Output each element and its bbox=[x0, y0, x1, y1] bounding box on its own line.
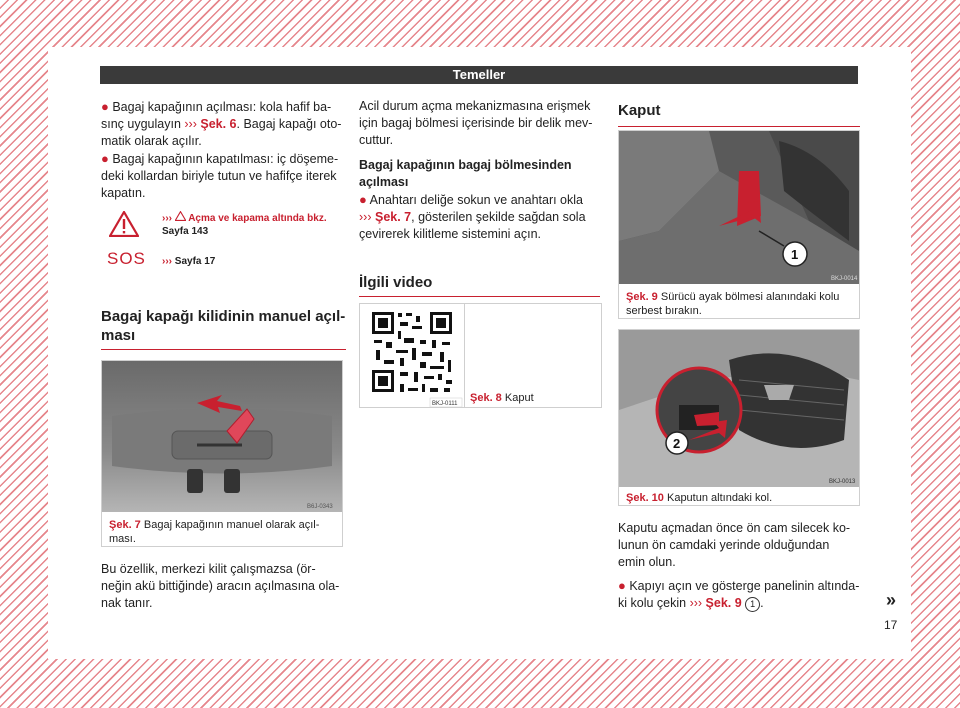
callout-badge: 1 bbox=[745, 597, 760, 612]
fig8-label: Şek. 8 bbox=[470, 392, 502, 404]
text-line: ki kolu çekin bbox=[618, 596, 690, 610]
middle-column bbox=[359, 98, 604, 243]
bullet-closing bbox=[101, 150, 346, 202]
left-column bbox=[101, 98, 346, 202]
text-line: Bagaj kapağının bagaj bölmesinden bbox=[359, 158, 572, 172]
text-line: açılması bbox=[359, 175, 409, 189]
fig10-label: Şek. 10 bbox=[626, 492, 664, 504]
caption-line: serbest bırakın. bbox=[626, 305, 702, 317]
fig10-code: BKJ-0013 bbox=[829, 479, 856, 485]
fig8-caption bbox=[470, 391, 534, 405]
bullet-dot: ● bbox=[359, 192, 367, 207]
text-line: neğin akü bittiğinde) aracın açılmasına ola- bbox=[101, 579, 340, 593]
video-section bbox=[359, 273, 600, 297]
fig8-code: BKJ-0111 bbox=[432, 401, 458, 407]
text-line: Kaputu açmadan önce ön cam silecek ko- bbox=[618, 521, 851, 535]
figure-7 bbox=[101, 360, 343, 547]
fig9-caption bbox=[626, 290, 854, 318]
text-line: lunun ön camdaki yerinde olduğundan bbox=[618, 538, 830, 552]
callout-1: 1 bbox=[791, 247, 799, 262]
text-line: için bagaj bölmesi içerisinde bir delik mev- bbox=[359, 116, 593, 130]
hood-lever-image bbox=[619, 330, 859, 487]
continue-mark: » bbox=[886, 590, 897, 610]
caption-text: Kaput bbox=[504, 392, 534, 404]
warning-box bbox=[101, 199, 346, 283]
footwell-release-image bbox=[619, 131, 859, 284]
text-line: Anahtarı deliğe sokun ve anahtarı okla bbox=[369, 193, 583, 207]
section-separator bbox=[101, 349, 346, 350]
text-line: Kapıyı açın ve gösterge panelinin altında- bbox=[629, 579, 860, 593]
bullet-opening bbox=[101, 98, 346, 150]
figure-8 bbox=[359, 303, 602, 408]
section-manual-unlock bbox=[101, 307, 346, 350]
fig7-caption bbox=[109, 518, 337, 546]
small-warning-icon bbox=[175, 211, 186, 221]
qr-code-image[interactable] bbox=[360, 304, 464, 407]
fig9-link[interactable]: Şek. 9 bbox=[705, 596, 742, 610]
sos-label: SOS bbox=[107, 249, 146, 268]
subheading bbox=[359, 157, 604, 191]
warning-page: Sayfa 143 bbox=[162, 226, 209, 237]
warning-triangle-icon bbox=[109, 211, 139, 237]
caption-line: Sürücü ayak bölmesi alanındaki kolu bbox=[660, 291, 840, 303]
text-line: deki kollardan biriyle tutun ve hafifçe iterek bbox=[101, 169, 337, 183]
caption-text: Kaputun altındaki kol. bbox=[666, 492, 773, 504]
figure-9 bbox=[618, 130, 860, 319]
left-paragraph bbox=[101, 561, 346, 612]
page-number: 17 bbox=[884, 618, 898, 632]
text-line: . Bagaj kapağı oto- bbox=[236, 117, 342, 131]
tailgate-release-image bbox=[102, 361, 342, 512]
text-line: . bbox=[760, 596, 764, 610]
sos-link[interactable]: Sayfa 17 bbox=[174, 256, 216, 267]
text-line: Acil durum açma mekanizmasına erişmek bbox=[359, 99, 591, 113]
bullet-dot: ● bbox=[618, 578, 626, 593]
middle-paragraph bbox=[359, 98, 604, 149]
text-line: Bagaj kapağının kapatılması: iç döşeme- bbox=[112, 152, 339, 166]
bullet-dot: ● bbox=[101, 151, 109, 166]
middle-bullet: ● Anahtarı deliğe sokun ve anahtarı okla ››› Şek. 7, gösterilen şekilde sağdan sola çevirerek kilitleme sistemini açın. bbox=[359, 192, 586, 241]
text-line: , gösterilen şekilde sağdan sola bbox=[411, 210, 586, 224]
ref-arrow: ››› bbox=[162, 213, 172, 224]
fig9-code: BKJ-0014 bbox=[831, 276, 858, 282]
figure-10 bbox=[618, 329, 860, 506]
right-paragraph bbox=[618, 520, 863, 571]
hood-section bbox=[618, 101, 860, 127]
callout-2: 2 bbox=[673, 436, 681, 451]
fig7-link[interactable]: Şek. 7 bbox=[374, 210, 412, 224]
bullet-dot: ● bbox=[101, 99, 109, 114]
fig7-label: Şek. 7 bbox=[109, 519, 141, 531]
ref-arrow: ››› bbox=[184, 117, 197, 131]
caption-line: ması. bbox=[109, 533, 136, 545]
section-title: Kaput bbox=[618, 102, 661, 119]
text-line: Bu özellik, merkezi kilit çalışmazsa (ör- bbox=[101, 562, 316, 576]
sos-reference bbox=[162, 255, 215, 268]
fig9-label: Şek. 9 bbox=[626, 291, 658, 303]
section-separator bbox=[359, 296, 600, 297]
fig10-caption bbox=[626, 491, 854, 505]
right-column-text bbox=[618, 520, 863, 612]
warning-reference bbox=[162, 211, 327, 238]
chapter-header: Temeller bbox=[100, 66, 858, 84]
title-line: ması bbox=[101, 327, 136, 344]
video-title: İlgili video bbox=[359, 274, 433, 291]
warning-link[interactable]: Açma ve kapama altında bkz. bbox=[188, 213, 327, 224]
text-line: matik olarak açılır. bbox=[101, 134, 202, 148]
section-separator bbox=[618, 126, 860, 127]
section-title bbox=[101, 307, 346, 345]
text-line: Bagaj kapağının açılması: kola hafif ba- bbox=[112, 100, 332, 114]
right-bullet: ● Kapıyı açın ve gösterge panelinin altında- ki kolu çekin ››› Şek. 9 1 . bbox=[618, 578, 860, 610]
fig7-code: B6J-0343 bbox=[307, 504, 333, 510]
ref-arrow: ››› bbox=[162, 256, 172, 267]
text-line: nak tanır. bbox=[101, 596, 153, 610]
caption-line: Bagaj kapağının manuel olarak açıl- bbox=[143, 519, 320, 531]
fig6-link[interactable]: Şek. 6 bbox=[200, 117, 237, 131]
text-line: cuttur. bbox=[359, 133, 394, 147]
text-line: sınç uygulayın bbox=[101, 117, 185, 131]
text-line: kapatın. bbox=[101, 186, 146, 200]
text-line: emin olun. bbox=[618, 555, 676, 569]
text-line: çevirerek kilitleme sistemini açın. bbox=[359, 227, 541, 241]
title-line: Bagaj kapağı kilidinin manuel açıl- bbox=[101, 308, 346, 325]
figure-divider bbox=[464, 304, 465, 407]
